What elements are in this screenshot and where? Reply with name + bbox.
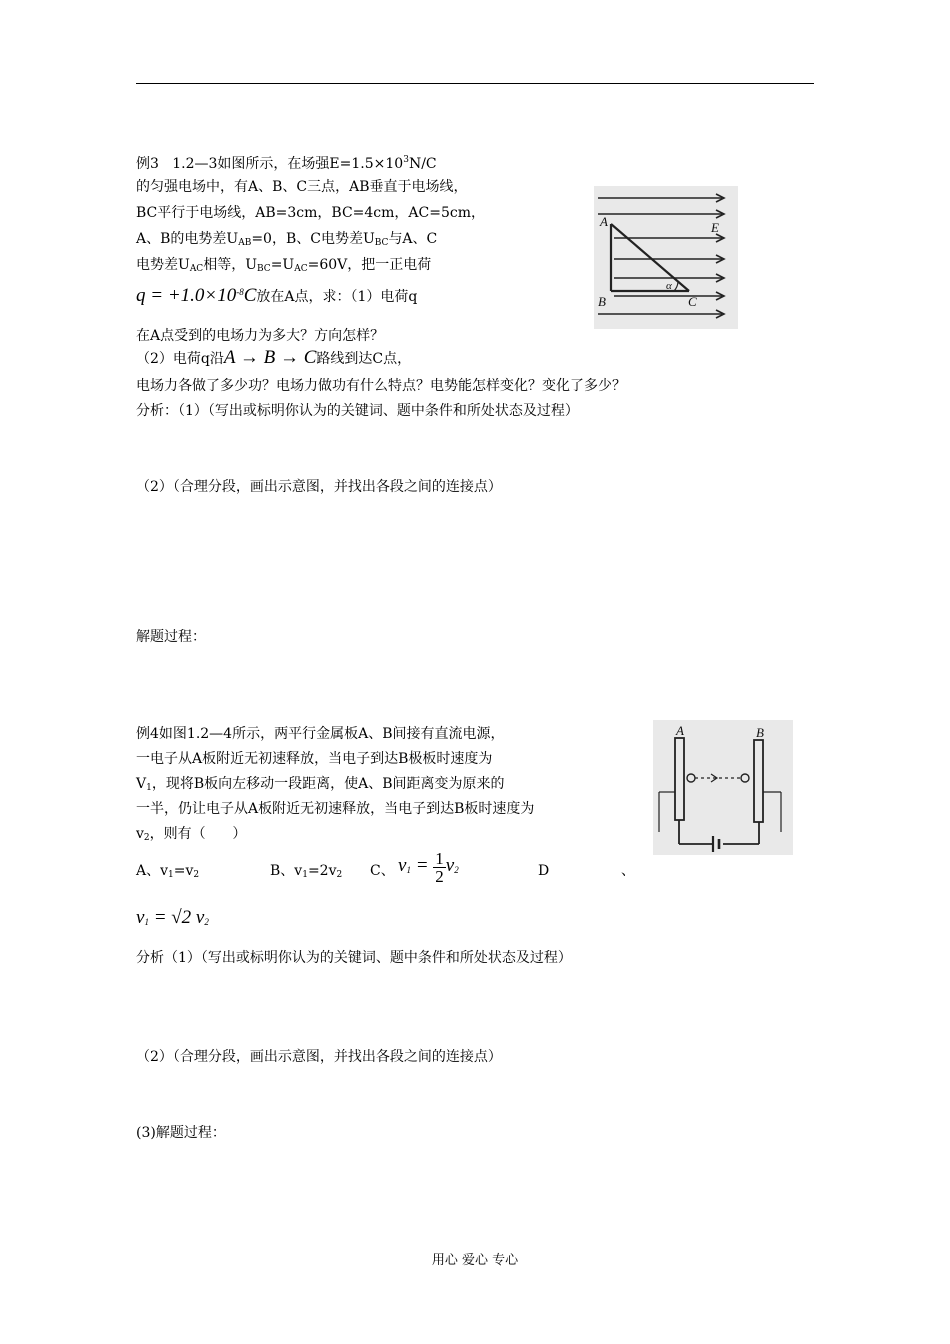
label-A: A <box>600 214 608 229</box>
header-rule <box>136 83 814 84</box>
label-E: E <box>711 220 719 235</box>
ex3-analysis-1: 分析：（1）（写出或标明你认为的关键词、题中条件和所处状态及过程） <box>136 403 579 419</box>
ex3-line-1: 例3 1.2—3如图所示，在场强$E=1.5\times 10^3N/C$ <box>136 155 437 172</box>
option-d-formula: $v_1 = √2$ $v_2$ <box>136 907 209 928</box>
plate-label-A: A <box>676 723 684 738</box>
plate-label-B: B <box>756 725 764 740</box>
ex3-line-7: 在A点受到的电场力为多大？方向怎样？ <box>136 328 385 344</box>
ex3-line-2: 的匀强电场中，有A、B、C三点，AB垂直于电场线， <box>136 179 468 195</box>
ex4-line-1: 例4如图1.2—4所示，两平行金属板A、B间接有直流电源， <box>136 726 505 742</box>
ex4-line-5: $v_2$，则有（ ） <box>136 826 247 843</box>
charge-formula: $q = +1.0\times 10^{-8}C$ <box>136 285 257 306</box>
figure-parallel-plates <box>653 720 793 855</box>
ex4-analysis-1: 分析（1）（写出或标明你认为的关键词、题中条件和所处状态及过程） <box>136 950 572 966</box>
option-b: B、$v_1=2v_2$ <box>270 863 343 880</box>
label-C: C <box>688 294 697 309</box>
ex3-line-4: A、B的电势差$U_{AB}=0$，B、C电势差$U_{BC}$与A、C <box>136 231 438 248</box>
path-formula: A → B → C <box>223 347 317 368</box>
ex4-analysis-2: （2）（合理分段，画出示意图，并找出各段之间的连接点） <box>136 1049 502 1065</box>
field-triangle-drawing <box>594 186 738 329</box>
ex4-solution-label: (3)解题过程： <box>136 1125 226 1141</box>
ex3-analysis-2: （2）（合理分段，画出示意图，并找出各段之间的连接点） <box>136 479 502 495</box>
option-d-label: D <box>538 863 550 879</box>
ex3-line-3: BC平行于电场线，AB=3cm，BC=4cm，AC=5cm， <box>136 205 486 221</box>
figure-field-triangle <box>594 186 738 329</box>
option-a: A、$v_1=v_2$ <box>136 863 200 880</box>
page-footer: 用心 爱心 专心 <box>431 1253 519 1268</box>
ex3-line-9: 电场力各做了多少功？电场力做功有什么特点？电势能怎样变化？变化了多少？ <box>136 378 626 394</box>
ex3-solution-label: 解题过程： <box>136 629 206 645</box>
label-alpha: α <box>666 280 672 292</box>
ex3-line-5: 电势差$U_{AC}$相等，$U_{BC}=U_{AC}=60V$，把一正电荷 <box>136 257 432 274</box>
ex3-line-6: $q = +1.0\times 10^{-8}C$放在A点，求：（1）电荷q <box>136 285 418 306</box>
label-B: B <box>598 294 606 309</box>
option-d-separator: 、 <box>621 863 635 879</box>
parallel-plates-drawing <box>653 720 793 855</box>
ex4-line-2: 一电子从A板附近无初速释放，当电子到达B极板时速度为 <box>136 751 493 767</box>
ex3-line-8: （2）电荷q沿A → B → C路线到达C点， <box>136 347 412 368</box>
ex4-line-3: $V_1$，现将B板向左移动一段距离，使A、B间距离变为原来的 <box>136 776 505 793</box>
option-c-label: C、 <box>370 863 395 879</box>
ex4-line-4: 一半，仍让电子从A板附近无初速释放，当电子到达B板时速度为 <box>136 801 535 817</box>
option-c-formula: $v_1$ = $\frac{1}{2}$ $v_2$ <box>398 849 459 886</box>
